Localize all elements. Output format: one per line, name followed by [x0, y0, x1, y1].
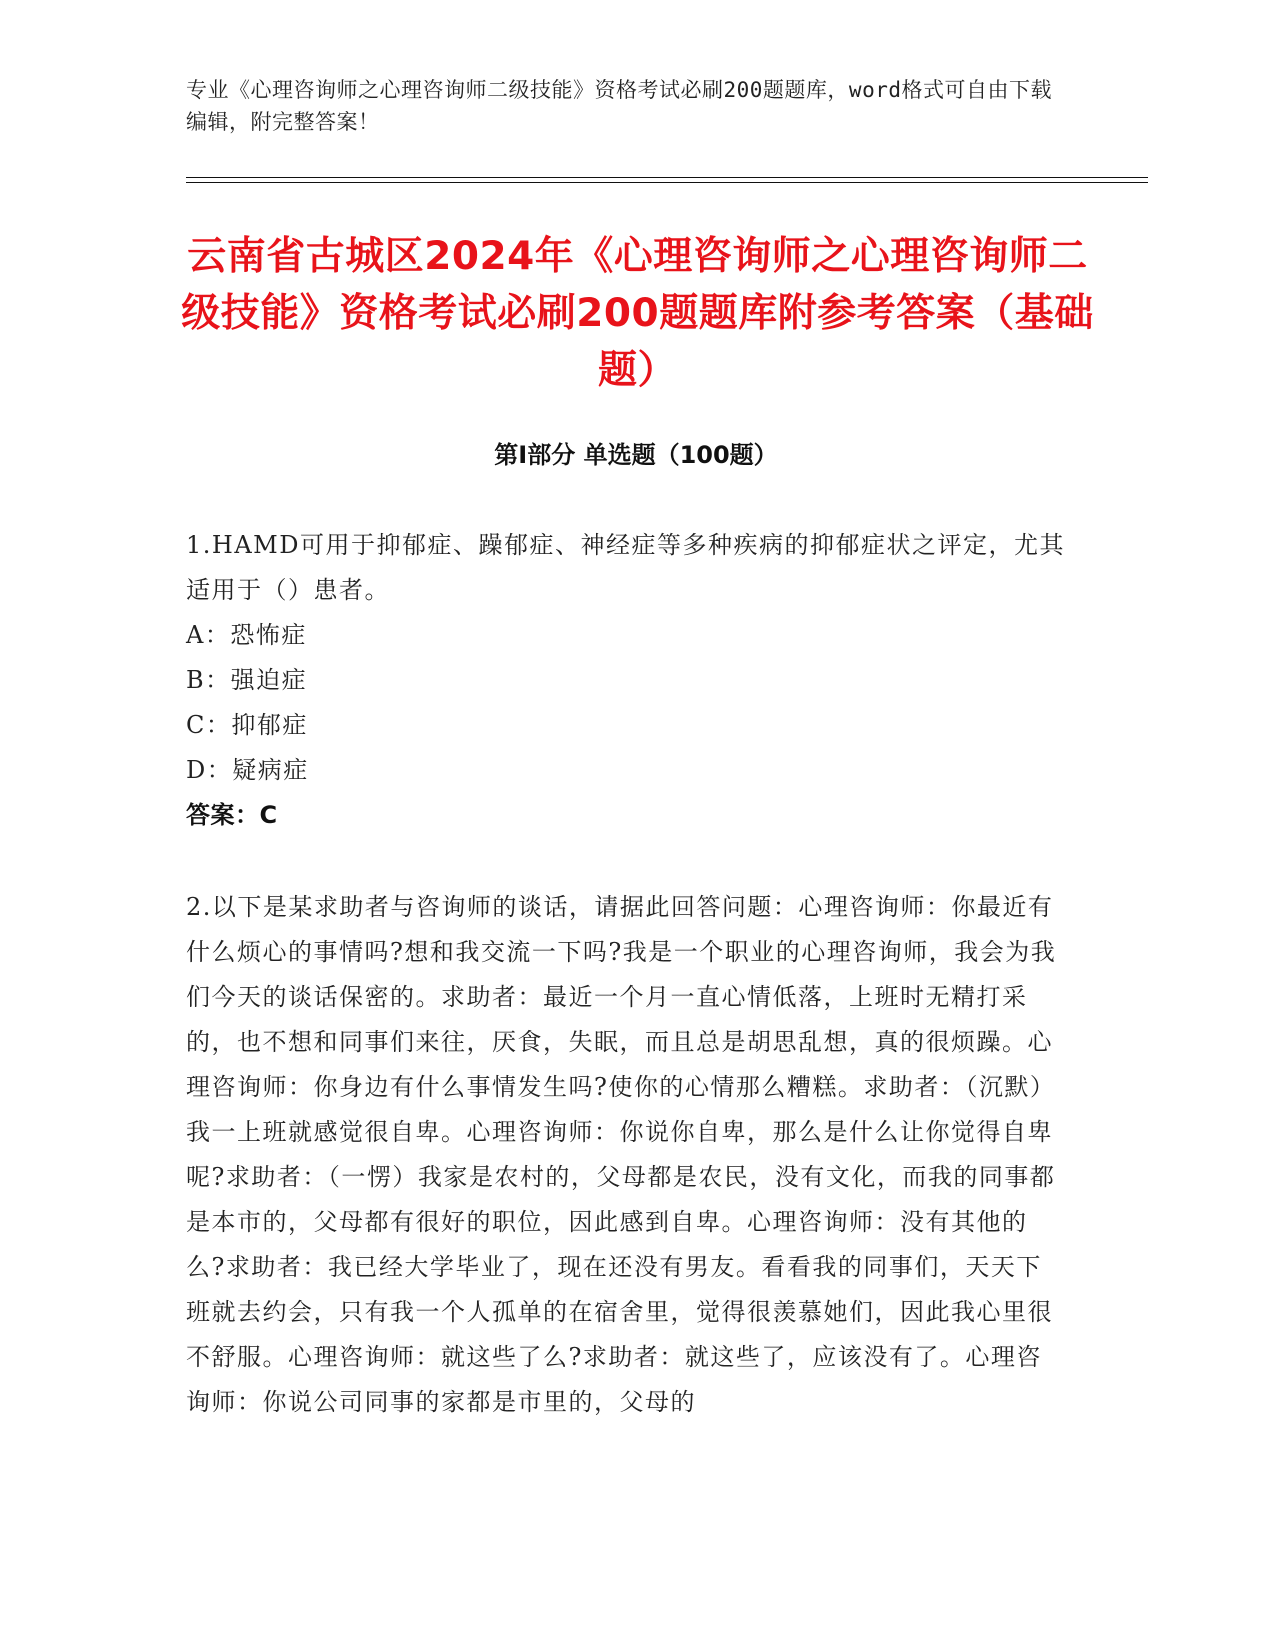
answer-line: 答案：C [186, 801, 278, 829]
header-note: 专业《心理咨询师之心理咨询师二级技能》资格考试必刷200题题库，word格式可自由下载编辑，附完整答案！ [186, 78, 1052, 134]
header-rule-bottom [186, 182, 1148, 183]
option-d: D：疑病症 [186, 756, 309, 784]
question-2 [186, 885, 1066, 1425]
section-heading: 第Ⅰ部分 单选题（100题） [494, 441, 778, 469]
document-title: 云南省古城区2024年《心理咨询师之心理咨询师二级技能》资格考试必刷200题题库附参考答案（基础题） [181, 234, 1094, 393]
option-a: A：恐怖症 [186, 621, 307, 649]
question-text: 2.以下是某求助者与咨询师的谈话，请据此回答问题：心理咨询师：你最近有什么烦心的事情吗?想和我交流一下吗?我是一个职业的心理咨询师，我会为我们今天的谈话保密的。求助者：最近一个月一直心情低落，上班时无精打采的，也不想和同事们来往，厌食，失眠，而且总是胡思乱想，真的很烦躁。心理咨询师：你身边有什么事情发生吗?使你的心情那么糟糕。求助者：（沉默）我一上班就感觉很自卑。心理咨询师：你说你自卑，那么是什么让你觉得自卑呢?求助者：（一愣）我家是农村的，父母都是农民，没有文化，而我的同事都是本市的，父母都有很好的职位，因此感到自卑。心理咨询师：没有其他的么?求助者：我已经大学毕业了，现在还没有男友。看看我的同事们，天天下班就去约会，只有我一个人孤单的在宿舍里，觉得很羡慕她们，因此我心里很不舒服。心理咨询师：就这些了么?求助者：就这些了，应该没有了。心理咨询师：你说公司同事的家都是市里的，父母的 [186, 893, 1057, 1416]
question-text: 1.HAMD可用于抑郁症、躁郁症、神经症等多种疾病的抑郁症状之评定，尤其适用于（）患者。 [186, 531, 1065, 604]
header-rule-top [186, 177, 1148, 178]
question-1 [186, 523, 1066, 838]
option-b: B：强迫症 [186, 666, 308, 694]
option-c: C：抑郁症 [186, 711, 308, 739]
